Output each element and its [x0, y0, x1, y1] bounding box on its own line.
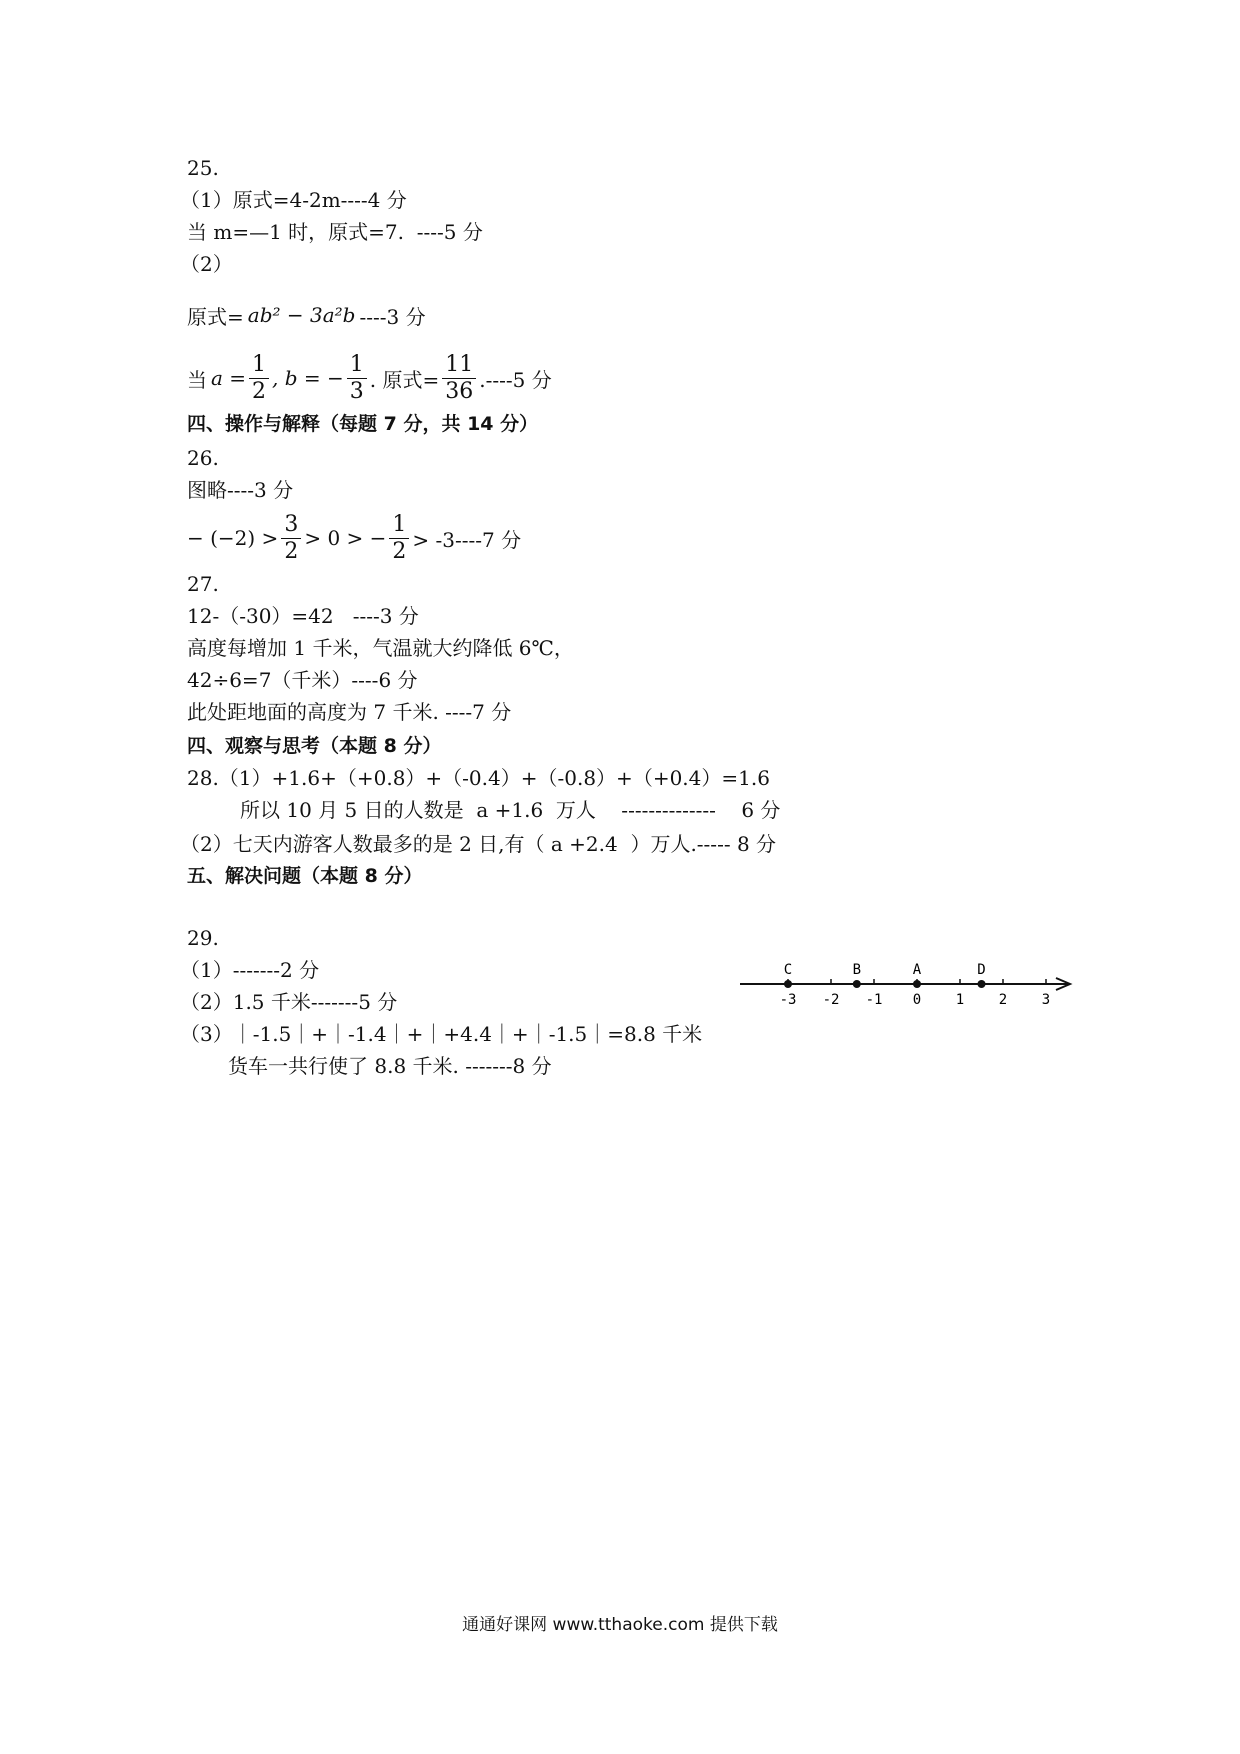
- fraction-denominator: 3: [349, 378, 364, 404]
- fraction-eleven-36ths: [442, 352, 476, 405]
- q26-l2-a: − (−2) >: [187, 526, 279, 550]
- fraction-numerator: 1: [389, 512, 409, 539]
- section-heading-5: 五、解决问题（本题 8 分）: [187, 865, 423, 887]
- q25-p2b-b: , b = −: [272, 366, 344, 390]
- number-line-point-label: D: [977, 962, 986, 978]
- number-line-diagram: [740, 950, 1080, 1020]
- fraction-numerator: 3: [281, 512, 301, 539]
- number-line-tick-label: 0: [912, 992, 922, 1008]
- q25-p2b-mid: . 原式=: [369, 367, 440, 392]
- q29-line1: （1）-------2 分: [180, 958, 320, 982]
- q25-p2b-a: a =: [211, 366, 247, 390]
- q25-p2b-post: .----5 分: [479, 367, 552, 392]
- fraction-three-halves: [281, 512, 301, 565]
- q25-part1: （1）原式=4-2m----4 分: [180, 188, 407, 212]
- fraction-numerator: 11: [442, 352, 476, 379]
- q28-line2: 所以 10 月 5 日的人数是 a +1.6 万人 -------------- 6 分: [240, 798, 781, 822]
- q25-p2a-pre: 原式=: [187, 304, 244, 329]
- q27-line4: 此处距地面的高度为 7 千米. ----7 分: [187, 700, 512, 724]
- q25-part1-eval: 当 m=—1 时，原式=7. ----5 分: [187, 220, 483, 244]
- number-line-tick-label: -2: [822, 992, 840, 1008]
- fraction-numerator: 1: [347, 352, 367, 379]
- q26-inequality: [187, 508, 521, 568]
- q25-part2-eval: [187, 348, 552, 408]
- q25-p2a-post: ----3 分: [359, 304, 426, 329]
- footer-credit: 通通好课网 www.tthaoke.com 提供下载: [462, 1615, 778, 1635]
- number-line-tick-label: 1: [955, 992, 965, 1008]
- fraction-numerator: 1: [249, 352, 269, 379]
- q25-p2a-expr: ab² − 3a²b: [247, 303, 356, 327]
- q25-p2b-pre: 当: [187, 367, 207, 392]
- number-line-point-label: C: [783, 962, 793, 978]
- q27-line2: 高度每增加 1 千米，气温就大约降低 6℃，: [187, 636, 574, 660]
- q28-line1: 28.（1）+1.6+（+0.8）+（-0.4）+（-0.8）+（+0.4）=1.6: [187, 766, 770, 790]
- q26-l2-c: > -3----7 分: [412, 527, 522, 552]
- q26-l2-b: > 0 > −: [304, 526, 387, 550]
- number-line-point: [913, 980, 921, 988]
- q25-part2-simplify: [187, 300, 426, 330]
- q26-line1: 图略----3 分: [187, 478, 294, 502]
- fraction-one-third: [347, 352, 367, 405]
- section-heading-4b: 四、观察与思考（本题 8 分）: [187, 735, 442, 757]
- q25-part2-label: （2）: [180, 252, 233, 276]
- fraction-denominator: 36: [445, 378, 474, 404]
- number-line-point: [784, 980, 792, 988]
- q28-line3: （2）七天内游客人数最多的是 2 日,有（ a +2.4 ）万人.----- 8 分: [180, 832, 777, 856]
- q29-line2: （2）1.5 千米-------5 分: [180, 990, 398, 1014]
- q27-number: 27.: [187, 572, 219, 596]
- fraction-denominator: 2: [252, 378, 267, 404]
- q29-number: 29.: [187, 926, 219, 950]
- q27-line3: 42÷6=7（千米）----6 分: [187, 668, 418, 692]
- number-line-tick-label: -1: [865, 992, 883, 1008]
- number-line-tick-label: 2: [998, 992, 1008, 1008]
- number-line-point-label: A: [912, 962, 922, 978]
- number-line-point-label: B: [852, 962, 862, 978]
- q26-number: 26.: [187, 446, 219, 470]
- q29-line3: （3）｜-1.5｜+｜-1.4｜+｜+4.4｜+｜-1.5｜=8.8 千米: [180, 1022, 703, 1046]
- q29-line4: 货车一共行使了 8.8 千米. -------8 分: [228, 1054, 552, 1078]
- number-line-root: [740, 962, 1070, 1008]
- number-line-point: [853, 980, 861, 988]
- q27-line1: 12-（-30）=42 ----3 分: [187, 604, 419, 628]
- section-heading-4: 四、操作与解释（每题 7 分，共 14 分）: [187, 413, 539, 435]
- q25-number: 25.: [187, 156, 219, 180]
- fraction-denominator: 2: [284, 538, 299, 564]
- fraction-one-half: [249, 352, 269, 405]
- fraction-one-half: [389, 512, 409, 565]
- number-line-point: [978, 980, 986, 988]
- number-line-tick-label: 3: [1041, 992, 1051, 1008]
- fraction-denominator: 2: [392, 538, 407, 564]
- number-line-tick-label: -3: [779, 992, 797, 1008]
